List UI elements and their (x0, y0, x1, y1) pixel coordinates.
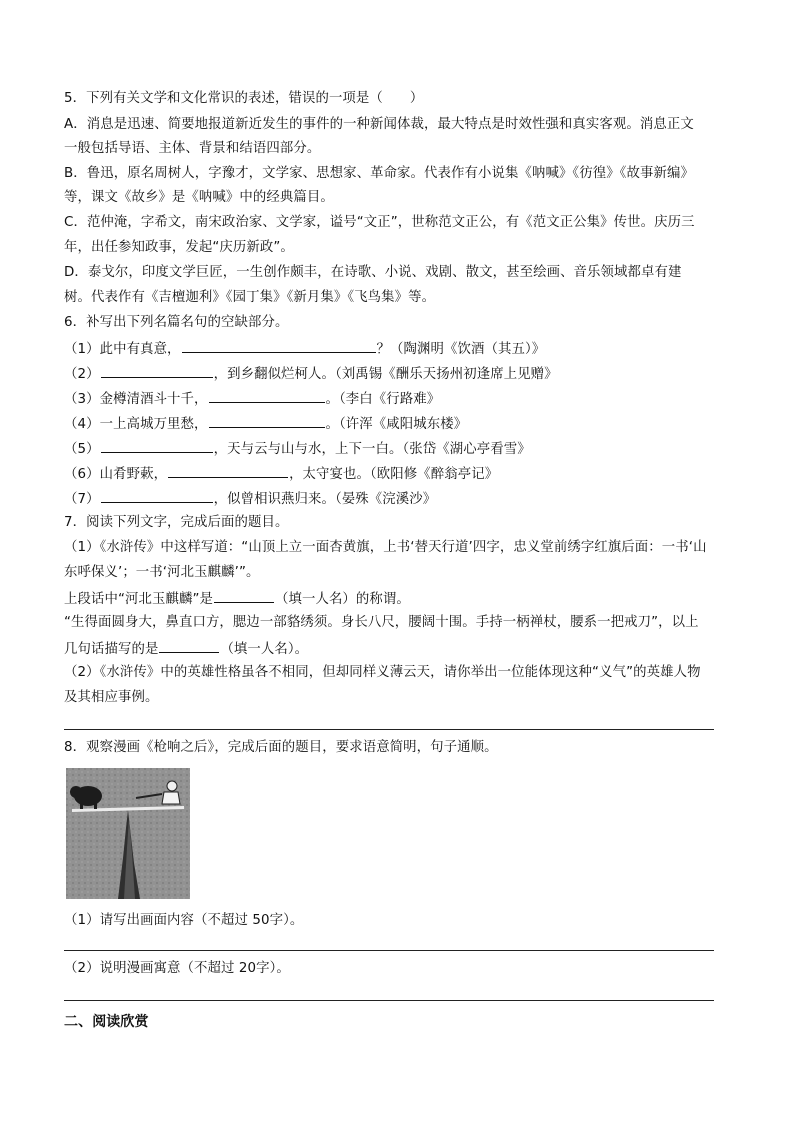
q7-question-1-prefix: 上段话中“河北玉麒麟”是 (64, 592, 213, 607)
q6-stem: 6．补写出下列名篇名句的空缺部分。 (64, 315, 289, 330)
q6-item-7-prefix: （7） (64, 492, 100, 507)
animal-leg (94, 802, 97, 809)
q6-item-6-prefix: （6）山肴野蔌， (64, 467, 168, 482)
q7-description-line: “生得面圆身大，鼻直口方，腮边一部貉绣须。身长八尺，腰阔十围。手持一柄禅杖，腰系一把戒刀”，以上 (64, 615, 699, 630)
q7-part2-line1: （2）《水浒传》中的英雄性格虽各不相同，但却同样义薄云天，请你举出一位能体现这种“义气”的英雄人物 (64, 665, 701, 680)
q6-item-3-suffix: 。（李白《行路难》 (325, 392, 441, 407)
q5-option-a-line1: A．消息是迅速、简要地报道新近发生的事件的一种新闻体裁，最大特点是时效性强和真实客观。消息正文 (64, 117, 694, 132)
q6-item-5-suffix: ，天与云与山与水，上下一白。（张岱《湖心亭看雪》 (213, 442, 531, 457)
q7-passage-line2: 东呼保义’；一书‘河北玉麒麟’”。 (64, 565, 260, 580)
q5-option-b-line2: 等，课文《故乡》是《呐喊》中的经典篇目。 (64, 190, 334, 205)
q6-item-6-suffix: ，太守宴也。（欧阳修《醉翁亭记》 (289, 467, 499, 482)
q6-item-2-prefix: （2） (64, 367, 100, 382)
q6-item-2-blank[interactable] (101, 364, 213, 378)
q6-item-3 (64, 389, 440, 409)
q6-item-7-blank[interactable] (101, 489, 213, 503)
q6-item-5-prefix: （5） (64, 442, 100, 457)
q7-question-1 (64, 589, 410, 609)
q6-item-2-suffix: ，到乡翻似烂柯人。（刘禹锡《酬乐天扬州初逢席上见赠》 (213, 367, 558, 382)
q6-item-7-suffix: ，似曾相识燕归来。（晏殊《浣溪沙》 (213, 492, 437, 507)
hunter-body (162, 792, 180, 804)
q5-option-c-line1: C．范仲淹，字希文，南宋政治家、文学家，谥号“文正”，世称范文正公，有《范文正公集》传世。庆历三 (64, 215, 695, 230)
q6-item-2 (64, 364, 558, 384)
section-2-heading: 二、阅读欣赏 (64, 1014, 149, 1030)
q5-stem: 5．下列有关文学和文化常识的表述，错误的一项是（ ） (64, 91, 424, 106)
q6-item-1-suffix: ？（陶渊明《饮酒（其五）》 (376, 342, 546, 357)
q7-question-1-blank[interactable] (214, 589, 274, 603)
q6-item-5-blank[interactable] (101, 439, 213, 453)
cartoon-image (66, 768, 190, 899)
q7-part2-line2: 及其相应事例。 (64, 690, 159, 705)
animal-head (70, 786, 82, 798)
q5-option-d-line1: D．泰戈尔，印度文学巨匠，一生创作颇丰，在诗歌、小说、戏剧、散文，甚至绘画、音乐领域都卓有建 (64, 265, 682, 280)
q8-sub-2: （2）说明漫画寓意（不超过 20字）。 (64, 961, 290, 976)
q7-question-2-blank[interactable] (159, 639, 219, 653)
hunter-head (167, 781, 177, 791)
q6-item-3-blank[interactable] (209, 389, 325, 403)
q6-item-4-prefix: （4）一上高城万里愁， (64, 417, 208, 432)
q6-item-4 (64, 414, 467, 434)
animal-leg (80, 802, 83, 809)
q6-item-3-prefix: （3）金樽清酒斗十千， (64, 392, 208, 407)
q8-sub-2-answer-line[interactable] (64, 1000, 714, 1001)
q6-item-1-blank[interactable] (182, 339, 376, 353)
q6-item-1-prefix: （1）此中有真意， (64, 342, 181, 357)
q6-item-6 (64, 464, 498, 484)
q5-option-a-line2: 一般包括导语、主体、背景和结语四部分。 (64, 141, 321, 156)
q6-item-7 (64, 489, 436, 509)
q5-option-c-line2: 年，出任参知政事，发起“庆历新政”。 (64, 240, 294, 255)
q7-answer-line[interactable] (64, 729, 714, 730)
q5-option-d-line2: 树。代表作有《吉檀迦利》《园丁集》《新月集》《飞鸟集》等。 (64, 290, 436, 305)
q7-stem: 7．阅读下列文字，完成后面的题目。 (64, 515, 289, 530)
q6-item-1 (64, 339, 545, 359)
q8-sub-1-answer-line[interactable] (64, 950, 714, 951)
q5-option-b-line1: B．鲁迅，原名周树人，字豫才，文学家、思想家、革命家。代表作有小说集《呐喊》《彷徨》《故事新编》 (64, 166, 694, 181)
q7-passage-line1: （1）《水浒传》中这样写道：“山顶上立一面杏黄旗，上书‘替天行道’四字，忠义堂前绣字红旗后面：一书‘山 (64, 540, 707, 555)
q6-item-5 (64, 439, 531, 459)
q7-question-2-prefix: 几句话描写的是 (64, 642, 159, 657)
q8-sub-1: （1）请写出画面内容（不超过 50字）。 (64, 913, 304, 928)
q6-item-6-blank[interactable] (168, 464, 288, 478)
q7-question-2-suffix: （填一人名）。 (220, 642, 309, 657)
q7-question-2 (64, 639, 308, 659)
q6-item-4-blank[interactable] (209, 414, 325, 428)
q8-stem: 8．观察漫画《枪响之后》，完成后面的题目，要求语意简明，句子通顺。 (64, 740, 498, 755)
q7-question-1-suffix: （填一人名）的称谓。 (274, 592, 410, 607)
q6-item-4-suffix: 。（许浑《咸阳城东楼》 (325, 417, 468, 432)
